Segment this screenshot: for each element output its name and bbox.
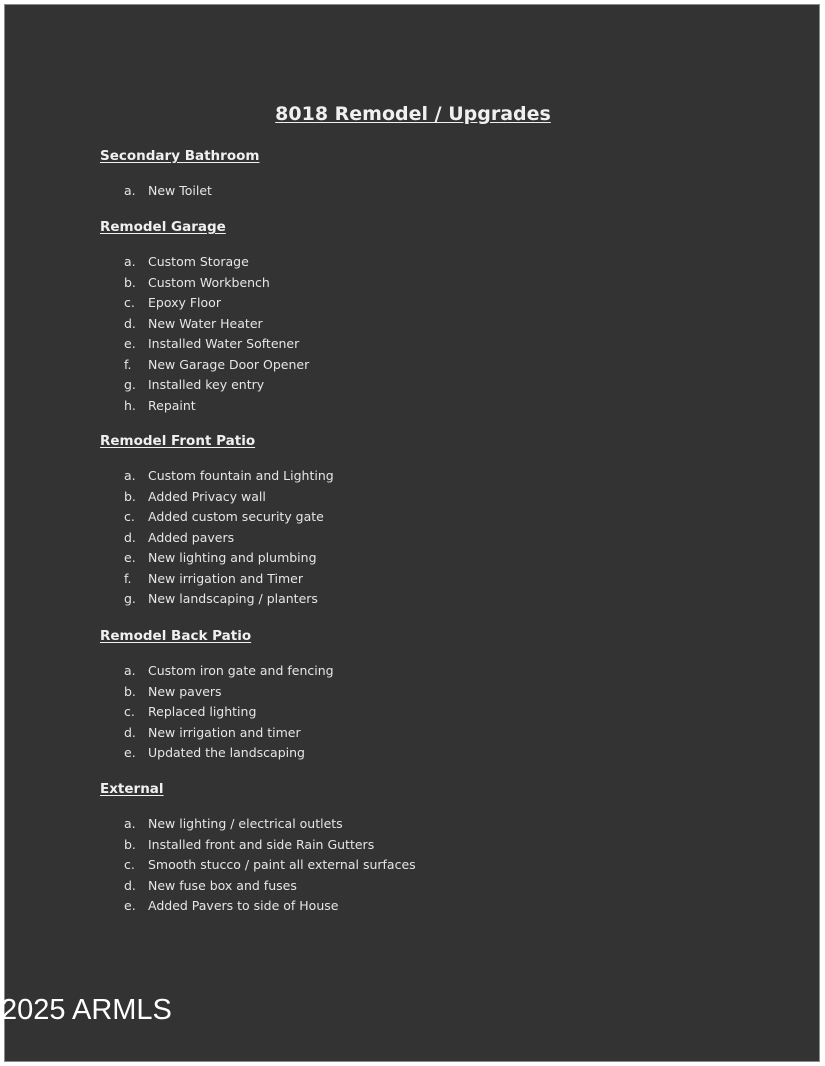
item-marker: d. bbox=[124, 315, 136, 331]
list-item bbox=[100, 252, 700, 273]
item-marker: b. bbox=[124, 683, 136, 699]
list-item bbox=[100, 702, 700, 723]
item-marker: b. bbox=[124, 836, 136, 852]
item-marker: b. bbox=[124, 274, 136, 290]
list-item bbox=[100, 375, 700, 396]
list-item bbox=[100, 743, 700, 764]
item-text: Custom Workbench bbox=[148, 274, 270, 290]
item-marker: d. bbox=[124, 877, 136, 893]
section-heading: External bbox=[100, 781, 164, 797]
item-text: New irrigation and Timer bbox=[148, 570, 303, 586]
item-text: New landscaping / planters bbox=[148, 591, 318, 606]
list-item bbox=[100, 723, 700, 744]
list-item bbox=[100, 835, 700, 856]
item-marker: e. bbox=[124, 898, 136, 913]
item-marker: e. bbox=[124, 745, 136, 760]
list-item bbox=[100, 355, 700, 376]
item-text: New Toilet bbox=[148, 183, 212, 198]
list-item bbox=[100, 682, 700, 703]
item-text: Custom iron gate and fencing bbox=[148, 663, 334, 678]
item-text: New lighting / electrical outlets bbox=[148, 816, 343, 831]
item-marker: a. bbox=[124, 254, 136, 269]
item-list bbox=[100, 466, 700, 610]
item-text: Added custom security gate bbox=[148, 509, 324, 524]
item-list bbox=[100, 181, 700, 202]
watermark-text: 2025 ARMLS bbox=[1, 994, 172, 1026]
item-marker: d. bbox=[124, 724, 136, 740]
list-item bbox=[100, 814, 700, 835]
list-item bbox=[100, 314, 700, 335]
item-marker: e. bbox=[124, 336, 136, 351]
item-marker: c. bbox=[124, 704, 135, 719]
section-heading: Remodel Garage bbox=[100, 219, 226, 235]
list-item bbox=[100, 507, 700, 528]
list-item bbox=[100, 569, 700, 590]
item-text: Epoxy Floor bbox=[148, 295, 221, 310]
section-remodel-garage bbox=[100, 217, 700, 416]
item-marker: c. bbox=[124, 857, 135, 872]
item-list bbox=[100, 814, 700, 917]
list-item bbox=[100, 466, 700, 487]
section-remodel-front-patio bbox=[100, 431, 700, 610]
section-heading: Secondary Bathroom bbox=[100, 148, 260, 164]
item-marker: f. bbox=[124, 570, 132, 586]
item-marker: c. bbox=[124, 509, 135, 524]
list-item bbox=[100, 273, 700, 294]
list-item bbox=[100, 661, 700, 682]
item-list bbox=[100, 661, 700, 764]
list-item bbox=[100, 548, 700, 569]
section-secondary-bathroom bbox=[100, 146, 700, 202]
document-title: 8018 Remodel / Upgrades bbox=[275, 103, 551, 125]
item-marker: a. bbox=[124, 183, 136, 198]
document-page bbox=[4, 4, 820, 1062]
section-external bbox=[100, 779, 700, 917]
section-remodel-back-patio bbox=[100, 626, 700, 764]
item-marker: a. bbox=[124, 816, 136, 831]
item-text: Updated the landscaping bbox=[148, 745, 305, 760]
list-item bbox=[100, 855, 700, 876]
item-text: New irrigation and timer bbox=[148, 724, 301, 740]
item-text: New Garage Door Opener bbox=[148, 356, 310, 372]
item-text: New pavers bbox=[148, 683, 222, 699]
item-text: New lighting and plumbing bbox=[148, 550, 317, 565]
section-heading: Remodel Back Patio bbox=[100, 628, 252, 644]
item-marker: c. bbox=[124, 295, 135, 310]
item-marker: h. bbox=[124, 397, 136, 413]
item-text: New fuse box and fuses bbox=[148, 877, 297, 893]
list-item bbox=[100, 181, 700, 202]
item-marker: b. bbox=[124, 488, 136, 504]
item-marker: e. bbox=[124, 550, 136, 565]
item-text: Installed front and side Rain Gutters bbox=[148, 836, 375, 852]
item-text: Replaced lighting bbox=[148, 704, 257, 719]
list-item bbox=[100, 334, 700, 355]
item-text: Installed key entry bbox=[148, 377, 265, 392]
item-marker: a. bbox=[124, 468, 136, 483]
list-item bbox=[100, 396, 700, 417]
list-item bbox=[100, 589, 700, 610]
item-marker: f. bbox=[124, 356, 132, 372]
item-text: Custom Storage bbox=[148, 254, 249, 269]
item-text: Added pavers bbox=[148, 529, 235, 545]
item-text: Installed Water Softener bbox=[148, 336, 300, 351]
list-item bbox=[100, 876, 700, 897]
item-text: Custom fountain and Lighting bbox=[148, 468, 334, 483]
item-text: Smooth stucco / paint all external surfaces bbox=[148, 857, 416, 872]
list-item bbox=[100, 487, 700, 508]
list-item bbox=[100, 293, 700, 314]
item-marker: d. bbox=[124, 529, 136, 545]
item-text: New Water Heater bbox=[148, 315, 263, 331]
item-marker: a. bbox=[124, 663, 136, 678]
item-text: Added Privacy wall bbox=[148, 488, 266, 504]
item-marker: g. bbox=[124, 591, 136, 606]
list-item bbox=[100, 528, 700, 549]
item-text: Repaint bbox=[148, 397, 196, 413]
list-item bbox=[100, 896, 700, 917]
section-heading: Remodel Front Patio bbox=[100, 433, 256, 449]
item-marker: g. bbox=[124, 377, 136, 392]
item-text: Added Pavers to side of House bbox=[148, 898, 339, 913]
item-list bbox=[100, 252, 700, 416]
